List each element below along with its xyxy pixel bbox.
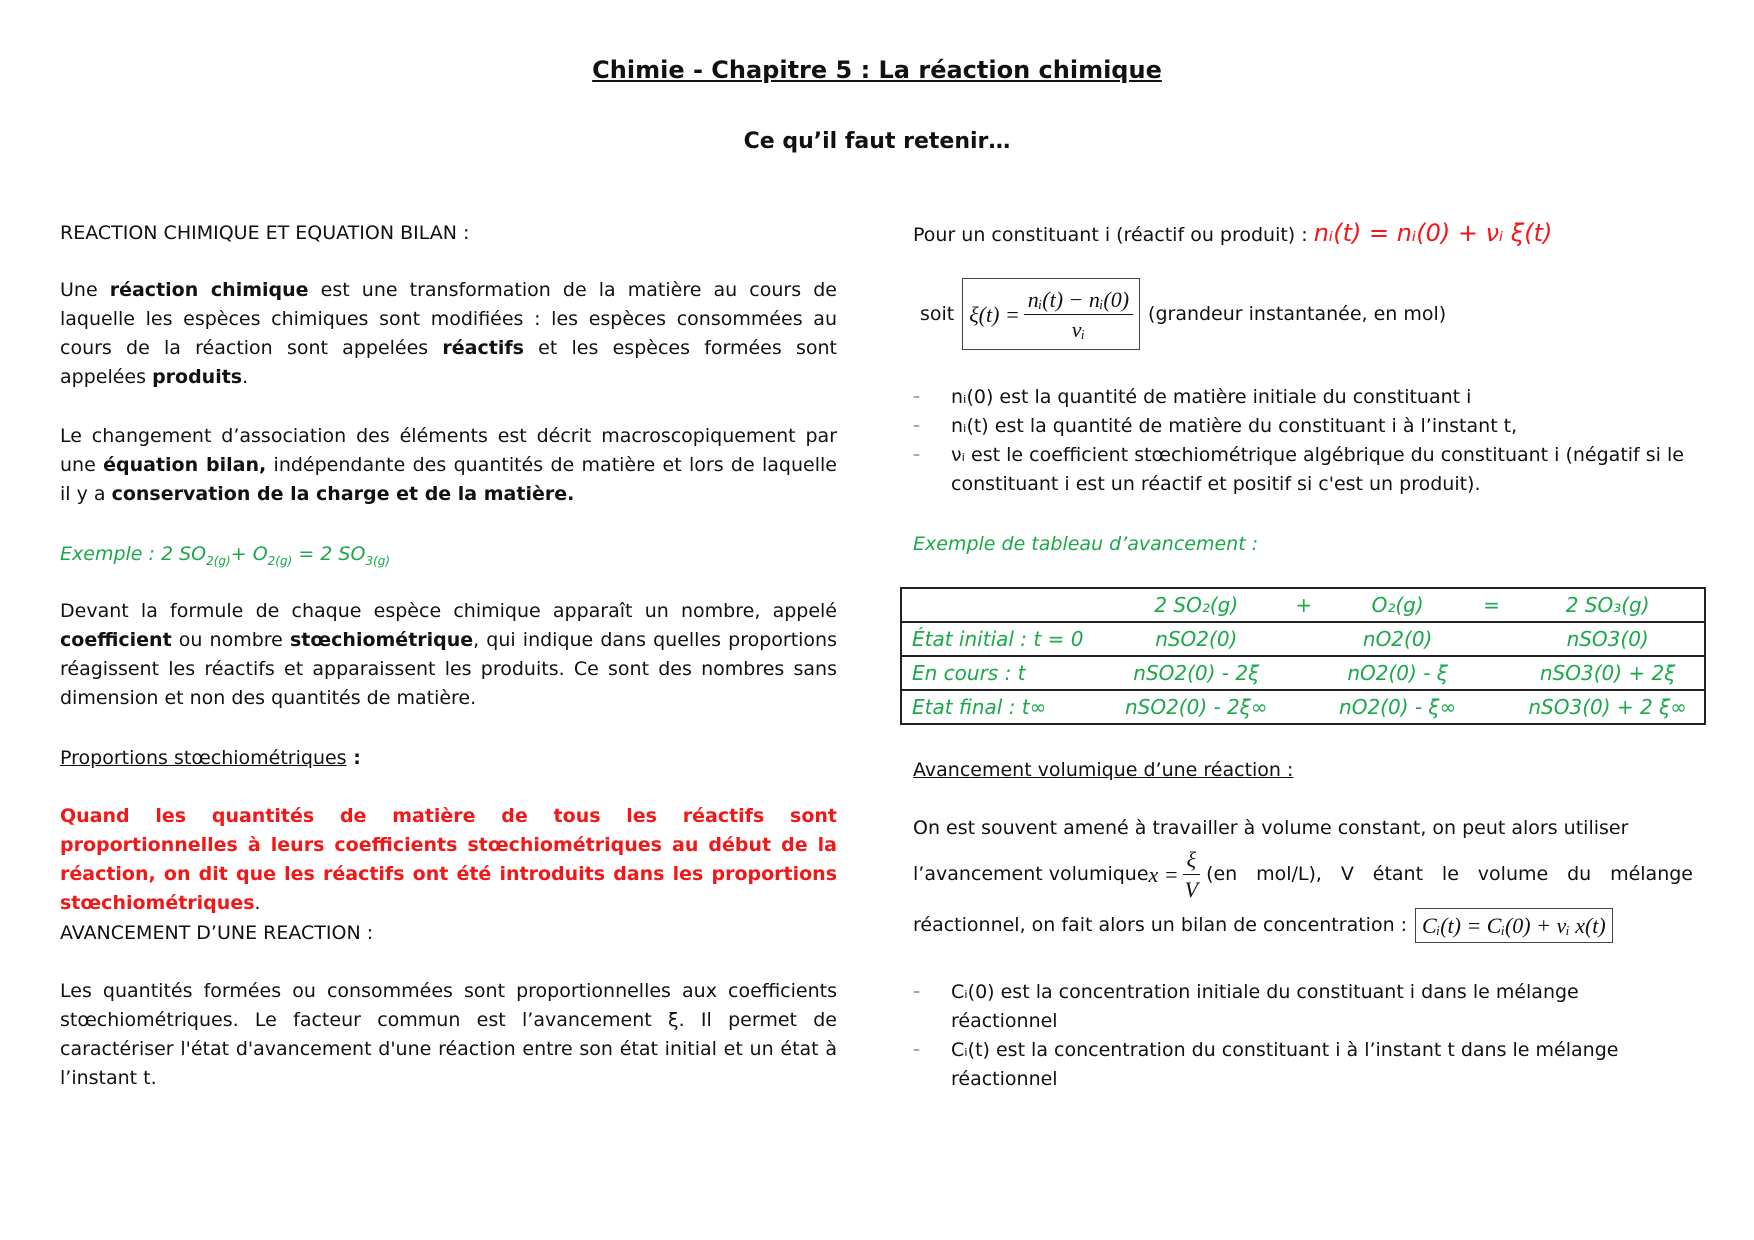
para-coefficient: Devant la formule de chaque espèce chimique apparaît un nombre, appelé coefficient ou nombre stœchiométrique, qui indique dans quelles proportions réagissent les réactifs et apparaissent les produits. Ce sont des nombres sans dimension et non des quantités de matière.: [60, 600, 837, 709]
progress-table: [900, 587, 1706, 725]
list-item: – Cᵢ(t) est la concentration du constituant i à l’instant t dans le mélange réactionnel: [913, 1036, 1633, 1094]
list-item: – nᵢ(0) est la quantité de matière initiale du constituant i: [913, 383, 1693, 412]
table-row: Etat final : t∞ nSO2(0) - 2ξ∞ nO2(0) - ξ∞ nSO3(0) + 2 ξ∞: [901, 690, 1705, 724]
para-volumetric-2: l’avancement volumique x = $\frac{\xi}{V}$ (en mol/L), V étant le volume du mélange: [913, 847, 1693, 902]
xi-formula-box: ξ(t) = $\frac{\text{nᵢ(t) − nᵢ(0)}}{\text{νᵢ}}$: [962, 278, 1140, 350]
table-row: En cours : t nSO2(0) - 2ξ nO2(0) - ξ nSO3(0) + 2ξ: [901, 656, 1705, 690]
para-avancement: Les quantités formées ou consommées sont proportionnelles aux coefficients stœchiométriques. Le facteur commun est l’avancement ξ. Il permet de caractériser l'état d'avancement d'une réaction entre son état initial et un état à l’instant t.: [60, 980, 837, 1089]
list-item: – νᵢ est le coefficient stœchiométrique algébrique du constituant i (négatif si le constituant i est un réactif et positif si c'est un produit).: [913, 441, 1693, 499]
red-definition: Quand les quantités de matière de tous les réactifs sont proportionnelles à leurs coefficients stœchiométriques au début de la réaction, on dit que les réactifs ont été introduits dans les proportions stœchiométriques.: [60, 805, 837, 914]
list-item: – Cᵢ(0) est la concentration initiale du constituant i dans le mélange réactionnel: [913, 978, 1633, 1036]
example-equation: Exemple : 2 $SO_{2(g)}+ O_{2(g)} = 2$ $SO_{3(g)}$: [60, 543, 391, 568]
para-volumetric-1: On est souvent amené à travailler à volume constant, on peut alors utiliser: [913, 817, 1629, 839]
heading-reaction: REACTION CHIMIQUE ET EQUATION BILAN :: [60, 222, 470, 244]
xi-definition: soit ξ(t) = $\frac{\text{nᵢ(t) − nᵢ(0)}}{\text{νᵢ}}$ (grandeur instantanée, en mol): [920, 278, 1446, 350]
definition-list: [913, 383, 1693, 499]
para-equation: Le changement d’association des éléments est décrit macroscopiquement par une équation bilan, indépendante des quantités de matière et lors de laquelle il y a conservation de la charge et de la matière.: [60, 425, 837, 505]
page-subtitle: Ce qu’il faut retenir…: [743, 129, 1011, 154]
concentration-formula-box: Cᵢ(t) = Cᵢ(0) + νᵢ x(t): [1415, 908, 1613, 943]
para-volumetric-3: réactionnel, on fait alors un bilan de concentration : Cᵢ(t) = Cᵢ(0) + νᵢ x(t): [913, 908, 1613, 943]
table-row: État initial : t = 0 nSO2(0) nO2(0) nSO3(0): [901, 622, 1705, 656]
constituent-intro: Pour un constituant i (réactif ou produit) : nᵢ(t) = nᵢ(0) + νᵢ ξ(t): [913, 219, 1553, 247]
table-example-label: Exemple de tableau d’avancement :: [913, 533, 1259, 555]
list-item: – nᵢ(t) est la quantité de matière du constituant i à l’instant t,: [913, 412, 1693, 441]
heading-proportions: Proportions stœchiométriques :: [60, 747, 361, 769]
amount-formula: nᵢ(t) = nᵢ(0) + νᵢ ξ(t): [1313, 219, 1553, 247]
heading-volumetric: Avancement volumique d’une réaction :: [913, 759, 1294, 781]
concentration-list: [913, 978, 1633, 1094]
heading-avancement: AVANCEMENT D’UNE REACTION :: [60, 922, 374, 944]
table-row: 2 SO₂(g) + O₂(g) = 2 SO₃(g): [901, 588, 1705, 622]
page-title: Chimie - Chapitre 5 : La réaction chimique: [592, 56, 1162, 84]
para-reaction: Une réaction chimique est une transformation de la matière au cours de laquelle les espèces chimiques sont modifiées : les espèces consommées au cours de la réaction sont appelées réactifs et les espèces formées sont appelées produits.: [60, 279, 838, 388]
